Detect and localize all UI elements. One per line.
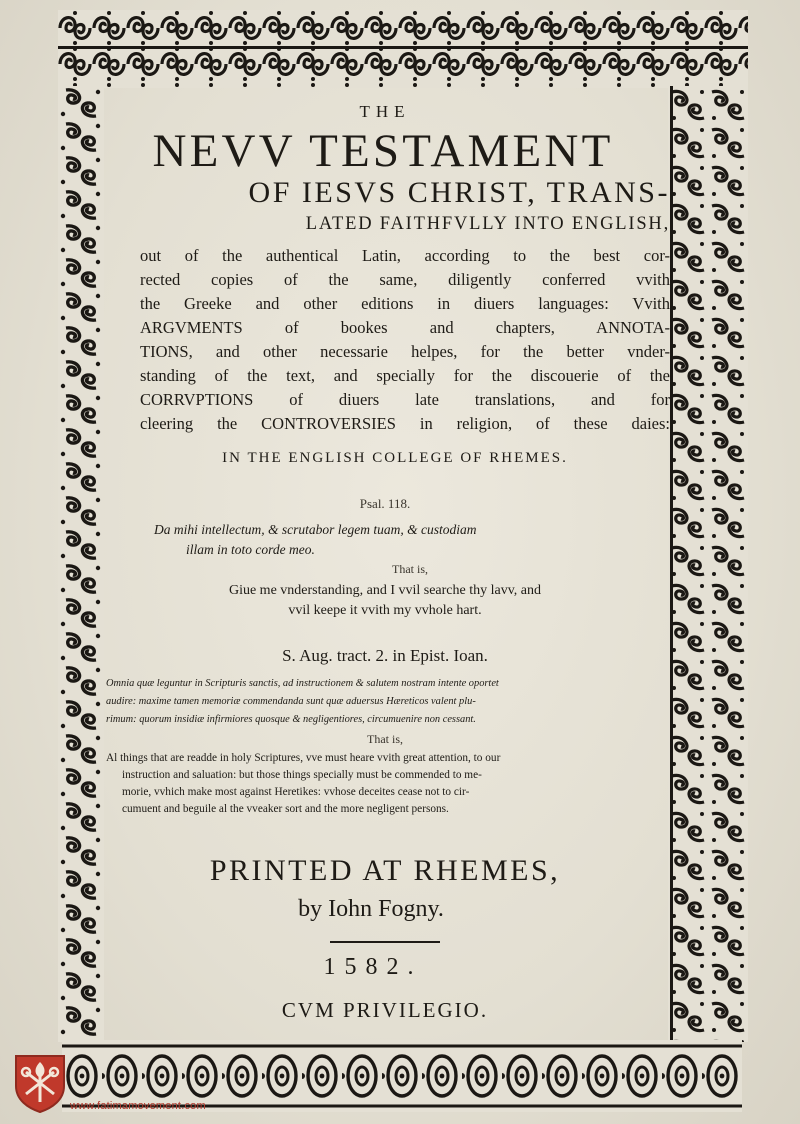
title-line3: LATED FAITHFVLLY INTO ENGLISH,: [305, 214, 670, 234]
augustine-latin-2: audire: maxime tamen memoriæ commendanda sunt quæ aduersus Hæreticos valent plu-: [106, 696, 476, 707]
body-line-7: CORRVPTIONS of diuers late translations, and for: [140, 390, 670, 409]
psalm-reference: Psal. 118.: [359, 496, 411, 511]
body-line-8: cleering the CONTROVERSIES in religion, of these daies:: [140, 414, 670, 433]
psalm-latin-1: Da mihi intellectum, & scrutabor legem tuam, & custodiam: [154, 522, 477, 537]
year: 1582.: [323, 954, 423, 980]
psalm-english-2: vvil keepe it vvith my vvhole hart.: [288, 603, 482, 618]
body-line-2: rected copies of the same, diligently conferred vvith: [140, 270, 670, 289]
augustine-latin-3: rimum: quorum insidiæ infirmiores quosque & negligentiores, circumuenire non cessant.: [106, 714, 476, 725]
printer-name: by Iohn Fogny.: [298, 896, 444, 922]
cum-privilegio: CVM PRIVILEGIO.: [281, 998, 489, 1022]
augustine-reference: S. Aug. tract. 2. in Epist. Ioan.: [282, 646, 488, 665]
psalm-that-is: That is,: [392, 562, 428, 576]
augustine-english-1: Al things that are readde in holy Scriptures, vve must heare vvith great attention, to our: [106, 752, 501, 764]
augustine-english-3: morie, vvhich make most against Heretikes: vvhose deceites cease not to cir-: [122, 786, 470, 798]
body-line-6: standing of the text, and specially for the discouerie of the: [140, 366, 670, 385]
body-line-1: out of the authentical Latin, according to the best cor-: [140, 246, 670, 265]
divider-rule: [330, 941, 440, 943]
title-line2: OF IESVS CHRIST, TRANS-: [248, 176, 670, 209]
ornamental-border-right: [668, 86, 748, 1042]
augustine-english-2: instruction and saluation: but those things specially must be commended to me-: [122, 769, 482, 781]
ornamental-border-top: [58, 10, 748, 88]
title-the: THE: [359, 102, 411, 121]
body-line-3: the Greeke and other editions in diuers languages: Vvith: [140, 294, 670, 313]
augustine-english-4: cumuent and beguile al the vveaker sort and the more negligent persons.: [122, 803, 449, 815]
papal-keys-logo: [12, 1052, 68, 1114]
english-college: IN THE ENGLISH COLLEGE OF RHEMES.: [222, 450, 568, 466]
title-new-testament: NEVV TESTAMENT: [152, 125, 614, 177]
printed-at-rhemes: PRINTED AT RHEMES,: [209, 854, 561, 887]
body-line-5: TIONS, and other necessarie helpes, for the better vnder-: [140, 342, 670, 361]
body-line-4: ARGVMENTS of bookes and chapters, ANNOTA-: [140, 318, 670, 337]
psalm-english-1: Giue me vnderstanding, and I vvil searche thy lavv, and: [228, 583, 542, 598]
augustine-latin-1: Omnia quæ leguntur in Scripturis sanctis, ad instructionem & salutem nostram intente oportet: [106, 678, 499, 689]
augustine-that-is: That is,: [367, 732, 403, 746]
title-text-block: [100, 96, 670, 1036]
psalm-latin-2: illam in toto corde meo.: [186, 542, 315, 557]
watermark-website: www.fatimamovement.com: [70, 1100, 206, 1112]
